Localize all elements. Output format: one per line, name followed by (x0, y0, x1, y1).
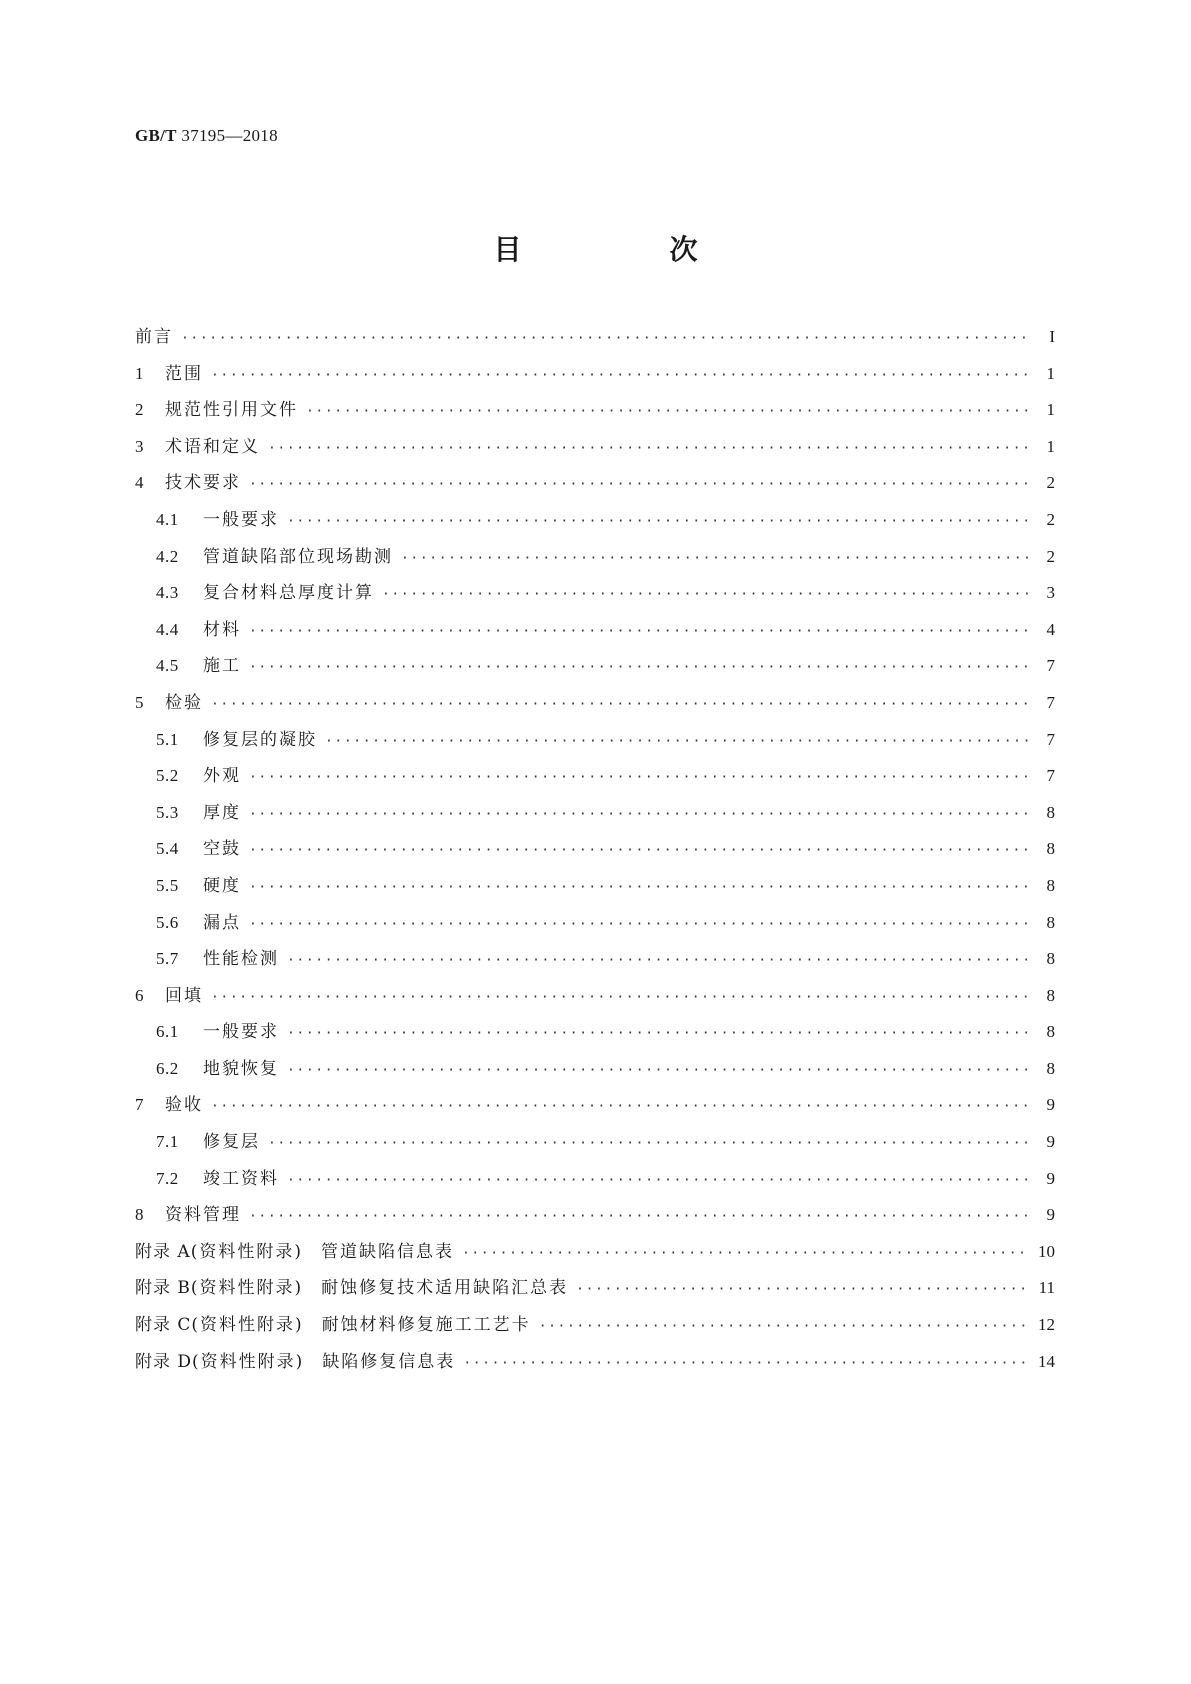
dot-leader (287, 953, 1031, 968)
toc-entry-page: 1 (1046, 363, 1055, 383)
dot-leader (539, 1319, 1030, 1334)
toc-entry[interactable] (135, 542, 1055, 579)
dot-leader (325, 734, 1031, 749)
dot-leader (211, 697, 1031, 712)
toc-entry[interactable] (135, 1164, 1055, 1201)
appendix-tag: 附录 B (135, 1278, 191, 1299)
appendix-tag: 附录 A (135, 1241, 191, 1262)
toc-entry-number: 4 (135, 473, 144, 493)
toc-entry[interactable] (135, 981, 1055, 1018)
toc-title: 目 次 (493, 233, 758, 266)
toc-entry-label: 管道缺陷部位现场勘测 (203, 546, 393, 567)
toc-appendix-entry[interactable] (135, 1273, 1055, 1310)
toc-entry-label: 外观 (203, 766, 241, 787)
appendix-label: 缺陷修复信息表 (322, 1351, 456, 1372)
toc-entry-number: 4.1 (156, 509, 179, 529)
toc-entry[interactable] (135, 651, 1055, 688)
toc-entry-page: 7 (1046, 656, 1055, 676)
toc-entry-number: 8 (135, 1205, 144, 1225)
toc-entry-number: 6.2 (156, 1058, 179, 1078)
appendix-kind: (资料性附录) (191, 1315, 304, 1336)
toc-entry-label: 术语和定义 (165, 436, 260, 457)
appendix-kind: (资料性附录) (190, 1278, 304, 1299)
dot-leader (287, 1173, 1031, 1188)
appendix-label: 耐蚀修复技术适用缺陷汇总表 (321, 1278, 569, 1299)
dot-leader (268, 441, 1031, 456)
appendix-page: 11 (1038, 1278, 1055, 1298)
toc-entry-number: 4.4 (156, 619, 179, 639)
toc-entry-label: 空鼓 (203, 839, 241, 860)
toc-entry-label: 前言 (135, 327, 173, 347)
standard-code: GB/T (135, 126, 177, 145)
toc-entry-number: 5.1 (156, 729, 179, 749)
toc-entry[interactable] (135, 761, 1055, 798)
toc-appendix-entry[interactable] (135, 1347, 1055, 1384)
toc-entry-number: 5.4 (156, 839, 179, 859)
toc-entry-label: 地貌恢复 (203, 1058, 279, 1079)
toc-entry[interactable] (135, 1054, 1055, 1091)
toc-entry[interactable] (135, 468, 1055, 505)
toc-entry[interactable] (135, 798, 1055, 835)
toc-entry-page: 9 (1046, 1205, 1055, 1225)
toc-entry-label: 验收 (165, 1095, 203, 1116)
toc-entry-page: 8 (1046, 839, 1055, 859)
toc-entry[interactable] (135, 359, 1055, 396)
toc-entry[interactable] (135, 505, 1055, 542)
toc-entry-page: 1 (1046, 436, 1055, 456)
toc-entry[interactable] (135, 322, 1055, 359)
toc-entry-label: 材料 (203, 619, 241, 640)
toc-entry-number: 6 (135, 985, 144, 1005)
toc-entry-number: 2 (135, 400, 144, 420)
toc-appendix-entry[interactable] (135, 1310, 1055, 1347)
dot-leader (287, 514, 1031, 529)
dot-leader (463, 1356, 1030, 1371)
dot-leader (249, 770, 1031, 785)
appendix-label: 耐蚀材料修复施工工艺卡 (321, 1315, 531, 1336)
dot-leader (287, 1063, 1031, 1078)
dot-leader (401, 551, 1031, 566)
dot-leader (576, 1282, 1030, 1297)
standard-year-number: 37195—2018 (181, 126, 278, 145)
toc-entry-label: 硬度 (203, 875, 241, 896)
appendix-page: 10 (1038, 1241, 1055, 1261)
dot-leader (249, 843, 1031, 858)
toc-entry-number: 7.2 (156, 1168, 179, 1188)
toc-entry-label: 一般要求 (203, 1022, 279, 1043)
toc-entry-number: 5.7 (156, 949, 179, 969)
table-of-contents (135, 322, 1055, 1383)
dot-leader (211, 1099, 1031, 1114)
toc-entry-page: 8 (1046, 949, 1055, 969)
toc-entry-label: 范围 (165, 363, 203, 384)
toc-entry-label: 技术要求 (165, 473, 241, 494)
toc-entry[interactable] (135, 834, 1055, 871)
toc-entry[interactable] (135, 395, 1055, 432)
appendix-label: 管道缺陷信息表 (320, 1241, 454, 1262)
toc-entry-number: 4.5 (156, 656, 179, 676)
appendix-kind: (资料性附录) (190, 1241, 303, 1262)
toc-entry-label: 检验 (165, 692, 203, 713)
toc-entry-number: 4.3 (156, 583, 179, 603)
toc-entry-page: I (1049, 327, 1055, 346)
toc-entry[interactable] (135, 615, 1055, 652)
toc-entry-page: 2 (1046, 546, 1055, 566)
toc-entry-page: 8 (1046, 875, 1055, 895)
dot-leader (249, 1209, 1031, 1224)
toc-entry-page: 9 (1046, 1132, 1055, 1152)
dot-leader (268, 1136, 1031, 1151)
toc-entry-number: 7 (135, 1095, 144, 1115)
toc-appendix-entry[interactable] (135, 1237, 1055, 1274)
toc-entry-page: 2 (1046, 473, 1055, 493)
dot-leader (287, 1026, 1031, 1041)
dot-leader (249, 660, 1031, 675)
toc-entry-page: 8 (1046, 1058, 1055, 1078)
toc-entry-label: 竣工资料 (203, 1168, 279, 1189)
dot-leader (249, 807, 1031, 822)
dot-leader (249, 917, 1031, 932)
toc-entry-label: 规范性引用文件 (165, 400, 298, 421)
toc-entry-page: 2 (1046, 509, 1055, 529)
toc-entry[interactable] (135, 1200, 1055, 1237)
toc-entry-page: 7 (1046, 729, 1055, 749)
toc-entry-page: 8 (1046, 802, 1055, 822)
toc-entry-number: 5.3 (156, 802, 179, 822)
toc-entry[interactable] (135, 871, 1055, 908)
toc-entry-label: 漏点 (203, 912, 241, 933)
toc-entry-label: 施工 (203, 656, 241, 677)
toc-entry-number: 4.2 (156, 546, 179, 566)
toc-entry-page: 8 (1046, 1022, 1055, 1042)
toc-entry-page: 9 (1046, 1168, 1055, 1188)
toc-entry-number: 5.6 (156, 912, 179, 932)
toc-entry-page: 7 (1046, 692, 1055, 712)
toc-entry-label: 性能检测 (203, 949, 279, 970)
dot-leader (181, 331, 1031, 346)
toc-entry-label: 回填 (165, 985, 203, 1006)
toc-entry-number: 5.5 (156, 875, 179, 895)
toc-entry-page: 8 (1046, 985, 1055, 1005)
toc-entry-label: 一般要求 (203, 509, 279, 530)
dot-leader (382, 587, 1031, 602)
toc-entry-number: 3 (135, 436, 144, 456)
toc-entry[interactable] (135, 1127, 1055, 1164)
toc-entry-number: 7.1 (156, 1132, 179, 1152)
toc-entry[interactable] (135, 1017, 1055, 1054)
dot-leader (211, 368, 1031, 383)
toc-entry-page: 8 (1046, 912, 1055, 932)
dot-leader (462, 1246, 1030, 1261)
toc-entry[interactable] (135, 908, 1055, 945)
toc-entry-label: 复合材料总厚度计算 (203, 583, 374, 604)
toc-entry[interactable] (135, 1090, 1055, 1127)
toc-entry-page: 3 (1046, 583, 1055, 603)
appendix-page: 14 (1038, 1351, 1055, 1371)
toc-entry-page: 1 (1046, 400, 1055, 420)
toc-entry[interactable] (135, 432, 1055, 469)
appendix-kind: (资料性附录) (192, 1351, 305, 1372)
toc-entry-page: 7 (1046, 766, 1055, 786)
toc-entry-label: 修复层 (203, 1132, 260, 1153)
appendix-tag: 附录 D (135, 1351, 193, 1372)
appendix-page: 12 (1038, 1315, 1055, 1335)
toc-entry-label: 厚度 (203, 802, 241, 823)
dot-leader (249, 624, 1031, 639)
toc-entry-number: 5.2 (156, 766, 179, 786)
toc-entry-number: 6.1 (156, 1022, 179, 1042)
toc-entry-page: 4 (1046, 619, 1055, 639)
appendix-tag: 附录 C (135, 1315, 192, 1336)
toc-entry-label: 资料管理 (165, 1205, 241, 1226)
dot-leader (306, 404, 1031, 419)
toc-entry[interactable] (135, 944, 1055, 981)
toc-entry-number: 5 (135, 692, 144, 712)
dot-leader (249, 880, 1031, 895)
dot-leader (249, 477, 1031, 492)
dot-leader (211, 990, 1031, 1005)
toc-entry[interactable] (135, 578, 1055, 615)
toc-entry-label: 修复层的凝胶 (203, 729, 317, 750)
toc-entry-page: 9 (1046, 1095, 1055, 1115)
toc-entry[interactable] (135, 688, 1055, 725)
standard-number (135, 126, 278, 146)
toc-entry-number: 1 (135, 363, 144, 383)
toc-entry[interactable] (135, 725, 1055, 762)
